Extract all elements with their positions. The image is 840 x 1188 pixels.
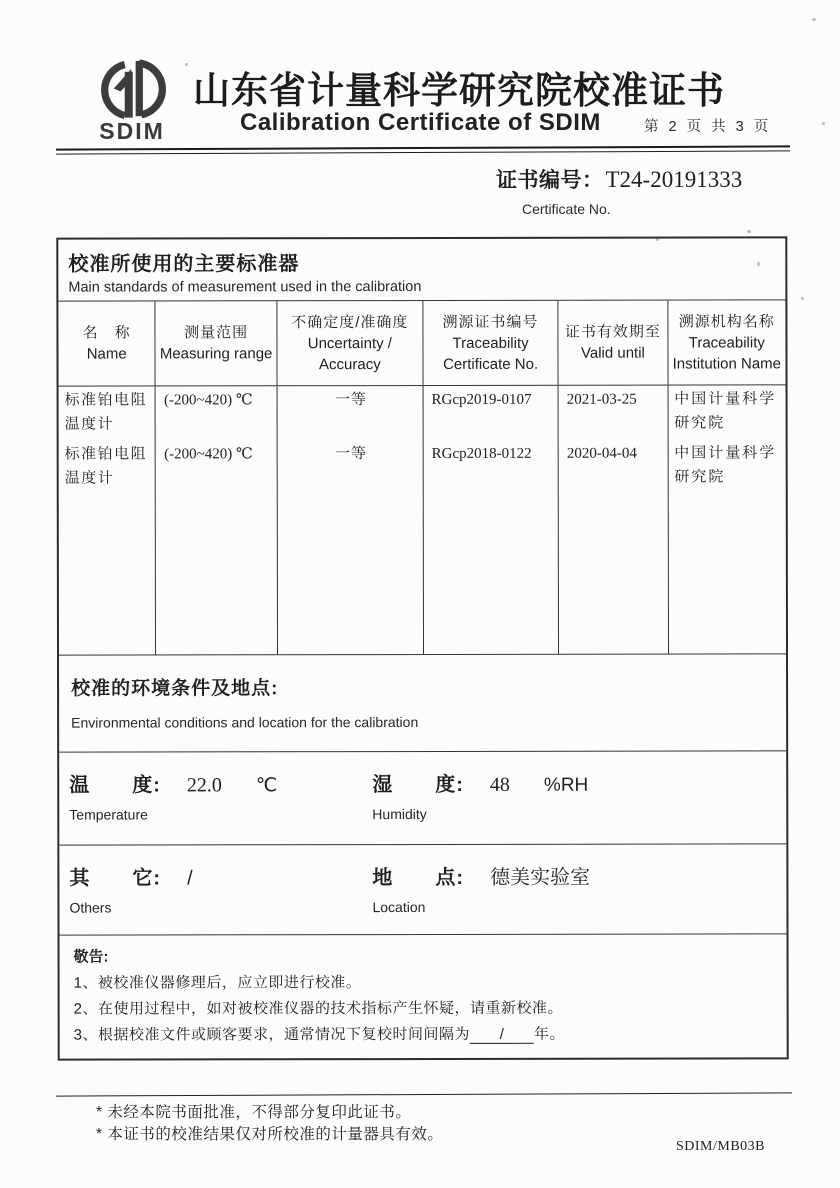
- environment-section-header: [59, 653, 786, 751]
- location-field: [372, 861, 590, 915]
- others-value: /: [187, 867, 193, 890]
- col-header-range: [156, 301, 277, 385]
- humidity-label-en: Humidity: [372, 805, 427, 823]
- scan-artifact: [757, 262, 760, 266]
- certificate-number-label-en: Certificate No.: [522, 201, 611, 217]
- others-label-cn: 其 它:: [69, 867, 162, 890]
- location-value: 德美实验室: [490, 866, 591, 889]
- cell-trace-no: RGcp2018-0122: [424, 440, 560, 654]
- table-row: [59, 439, 786, 654]
- standards-table-body: [59, 385, 786, 654]
- sdim-logo: [90, 58, 174, 145]
- footer-divider: [56, 1092, 792, 1096]
- temperature-label-cn: 温 度:: [69, 774, 161, 797]
- scan-artifact: [185, 63, 188, 66]
- footer-notes: [96, 1102, 443, 1146]
- col-header-uncertainty-cn: 不确定度/准确度: [291, 313, 409, 331]
- notice-item-3: [74, 1021, 773, 1048]
- col-header-range-en: Measuring range: [159, 345, 273, 363]
- col-header-name-en: Name: [86, 345, 127, 363]
- col-header-valid-until-cn: 证书有效期至: [564, 323, 661, 341]
- environment-row-temp-humidity: [59, 750, 786, 844]
- humidity-field: [372, 768, 588, 822]
- footer-note-2: * 本证书的校准结果仅对所校准的计量器具有效。: [96, 1126, 444, 1143]
- location-label-cn: 地 点:: [372, 866, 465, 890]
- environment-title-en: Environmental conditions and location for the calibration: [71, 714, 419, 731]
- col-header-institution: [668, 300, 786, 384]
- notice-item-3-suffix: 年。: [534, 1025, 566, 1043]
- cell-range: (-200~420) ℃: [156, 386, 277, 440]
- scan-artifact: [812, 18, 816, 21]
- cell-uncertainty: 一等: [277, 386, 423, 440]
- cell-name: 标准铂电阻温度计: [59, 440, 157, 654]
- table-row: [59, 385, 786, 440]
- standards-table-header-row: [58, 299, 785, 386]
- scan-artifact: [656, 238, 659, 241]
- col-header-institution-en: Traceability Institution Name: [672, 333, 782, 373]
- col-header-uncertainty-en: Uncertainty / Accuracy: [307, 334, 392, 373]
- form-number: SDIM/MB03B: [676, 1139, 766, 1154]
- notice-section: [59, 933, 786, 1059]
- page-number: 第 2 页 共 3 页: [644, 119, 772, 135]
- col-header-valid-until-en: Valid until: [580, 344, 645, 362]
- humidity-unit: %RH: [543, 774, 589, 796]
- humidity-value: 48: [489, 773, 510, 796]
- temperature-field: [69, 768, 277, 822]
- recal-interval-blank: /: [470, 1026, 534, 1044]
- col-header-range-cn: 测量范围: [184, 324, 249, 342]
- col-header-name: [58, 301, 156, 385]
- cell-range: (-200~420) ℃: [156, 440, 278, 654]
- others-label-en: Others: [69, 899, 112, 916]
- cell-valid-until: 2021-03-25: [559, 386, 669, 440]
- certificate-title-cn: 山东省计量科学研究院校准证书: [193, 71, 725, 112]
- notice-title: 敬告:: [73, 948, 109, 966]
- certificate-number-block: [496, 164, 742, 217]
- col-header-institution-cn: 溯源机构名称: [678, 312, 775, 331]
- cell-trace-no: RGcp2019-0107: [424, 386, 559, 440]
- others-field: [69, 861, 192, 915]
- environment-title-cn: 校准的环境条件及地点:: [71, 678, 279, 700]
- scan-artifact: [801, 297, 804, 300]
- humidity-label-cn: 湿 度:: [372, 773, 464, 797]
- main-content-box: [56, 236, 788, 1060]
- notice-item-3-prefix: 3、根据校准文件或顾客要求，通常情况下复校时间间隔为: [73, 1025, 471, 1044]
- certificate-number-label-cn: 证书编号：: [496, 169, 604, 192]
- notice-item-2: 2、在使用过程中，如对被校准仪器的技术指标产生怀疑，请重新校准。: [73, 999, 564, 1018]
- cell-institution: 中国计量科学研究院: [674, 444, 777, 486]
- standards-title-en: Main standards of measurement used in the calibration: [68, 279, 422, 296]
- certificate-number-value: T24-20191333: [605, 167, 743, 192]
- scan-artifact: [822, 122, 825, 125]
- cell-valid-until: 2020-04-04: [559, 440, 669, 654]
- cell-uncertainty: 一等: [277, 440, 424, 654]
- col-header-trace-no: [423, 301, 558, 385]
- location-label-en: Location: [372, 898, 426, 916]
- scan-artifact: [747, 230, 751, 233]
- certificate-number-line: [496, 164, 742, 194]
- header-divider: [56, 145, 790, 154]
- sdim-logo-icon: [94, 58, 170, 122]
- standards-title-cn: 校准所使用的主要标准器: [68, 253, 300, 276]
- notice-item-1: 1、被校准仪器修理后，应立即进行校准。: [73, 974, 362, 992]
- logo-text: SDIM: [99, 118, 165, 144]
- temperature-unit: ℃: [255, 775, 278, 797]
- col-header-name-cn: 名 称: [82, 324, 131, 342]
- col-header-uncertainty: [277, 301, 423, 385]
- temperature-label-en: Temperature: [69, 806, 148, 823]
- standards-section-header: [58, 238, 785, 300]
- cell-name: 标准铂电阻温度计: [59, 386, 157, 440]
- cell-institution: 中国计量科学研究院: [674, 390, 777, 432]
- col-header-valid-until: [559, 301, 669, 385]
- certificate-title-en: Calibration Certificate of SDIM: [240, 109, 601, 136]
- col-header-trace-no-en: Traceability Certificate No.: [443, 334, 539, 373]
- standards-table: [58, 299, 786, 654]
- footer-note-1: * 未经本院书面批准，不得部分复印此证书。: [96, 1104, 412, 1121]
- col-header-trace-no-cn: 溯源证书编号: [442, 313, 539, 331]
- environment-row-others-location: [59, 843, 786, 934]
- temperature-value: 22.0: [186, 774, 222, 797]
